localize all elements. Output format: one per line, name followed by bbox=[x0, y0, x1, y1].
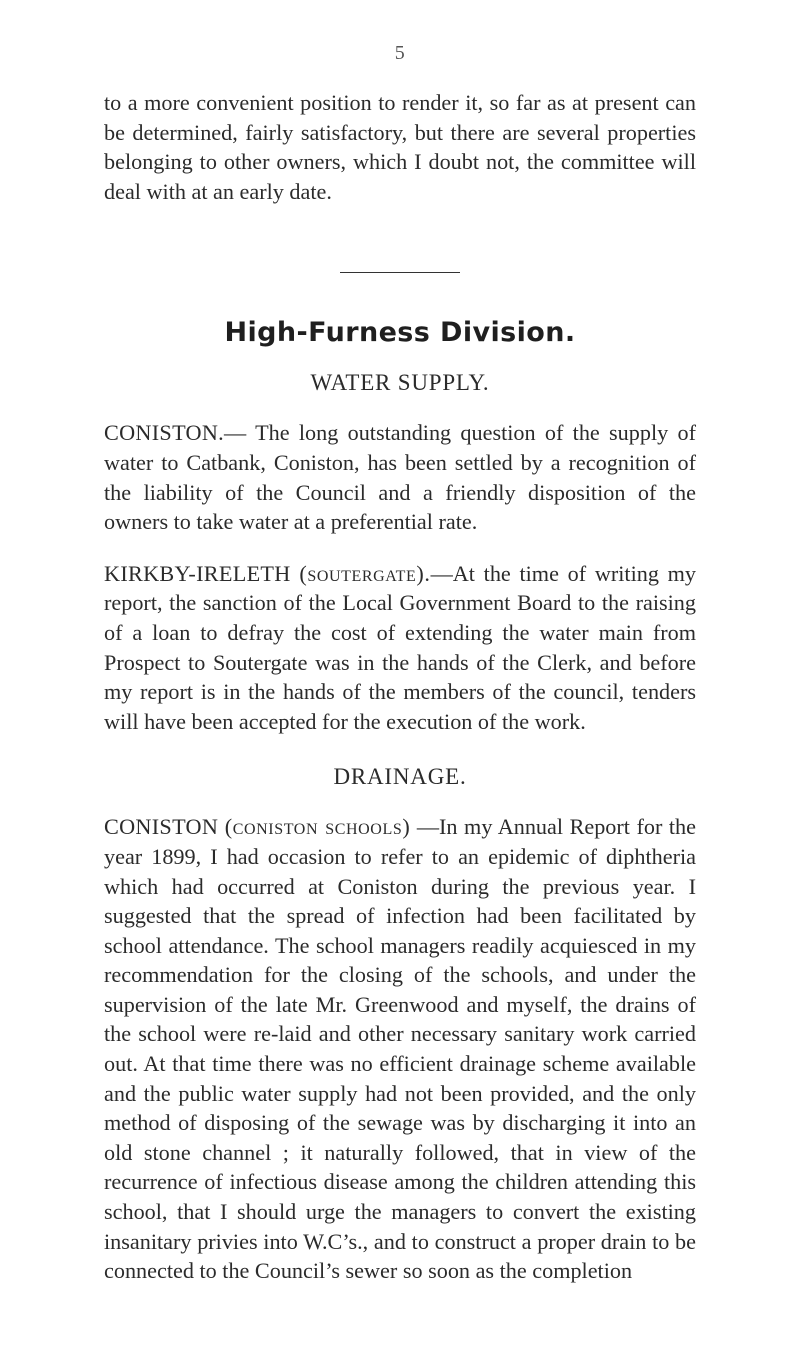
page-body bbox=[104, 88, 696, 1286]
page-number: 5 bbox=[394, 42, 406, 64]
place-name-kirkby-ireleth: KIRKBY-IRELETH bbox=[104, 560, 291, 586]
paragraph-text: —In my Annual Report for the year 1899, I had occasion to refer to an epidemic of diphtheria which had occurred at Coniston during the previous year. I suggested that the spread of infection had been facilitated by school attendance. The school managers readily acquiesced in my recommendation for the closing of the schools, and under the supervision of the late Mr. Greenwood and myself, the drains of the school were re-laid and other necessary sanitary work carried out. At that time there was no efficient drainage scheme available and the public water supply had not been provided, and the only method of disposing of the sewage was by discharging it into an old stone channel ; it naturally followed, that in view of the recurrence of infectious disease among the children attending this school, that I should urge the managers to convert the existing insanitary privies into W.C’s., and to construct a proper drain to be connected to the Council’s sewer so soon as the completion bbox=[104, 814, 696, 1284]
place-name-coniston: CONISTON. bbox=[104, 420, 225, 446]
drainage-heading: DRAINAGE. bbox=[333, 764, 467, 790]
paragraph-text: —At the time of writing my report, the sanction of the Local Government Board to the raising of a loan to defray the cost of extending the water main from Prospect to Soutergate was in the hands of the Clerk, and before my report is in the hands of the members of the council, tenders will have been accepted for the execution of the work. bbox=[104, 560, 696, 734]
coniston-drainage-paragraph bbox=[104, 812, 696, 1286]
coniston-water-paragraph bbox=[104, 418, 696, 536]
section-divider bbox=[340, 272, 460, 273]
intro-paragraph: to a more convenient position to render it, so far as at present can be determined, fairly satisfactory, but there are several properties belonging to other owners, which I doubt not, the committee will deal with at an early date. bbox=[104, 90, 696, 204]
division-heading: High-Furness Division. bbox=[224, 317, 576, 349]
kirkby-ireleth-paragraph bbox=[104, 559, 696, 737]
water-supply-heading: WATER SUPPLY. bbox=[310, 370, 490, 396]
place-qualifier: (coniston schools) bbox=[224, 814, 411, 840]
paragraph-text: — The long outstanding question of the supply of water to Catbank, Coniston, has been settled by a recognition of the liability of the Council and a friendly disposition of the owners to take water at a preferential rate. bbox=[104, 420, 696, 535]
place-name-coniston: CONISTON bbox=[104, 814, 219, 840]
place-qualifier: (soutergate). bbox=[299, 560, 431, 586]
